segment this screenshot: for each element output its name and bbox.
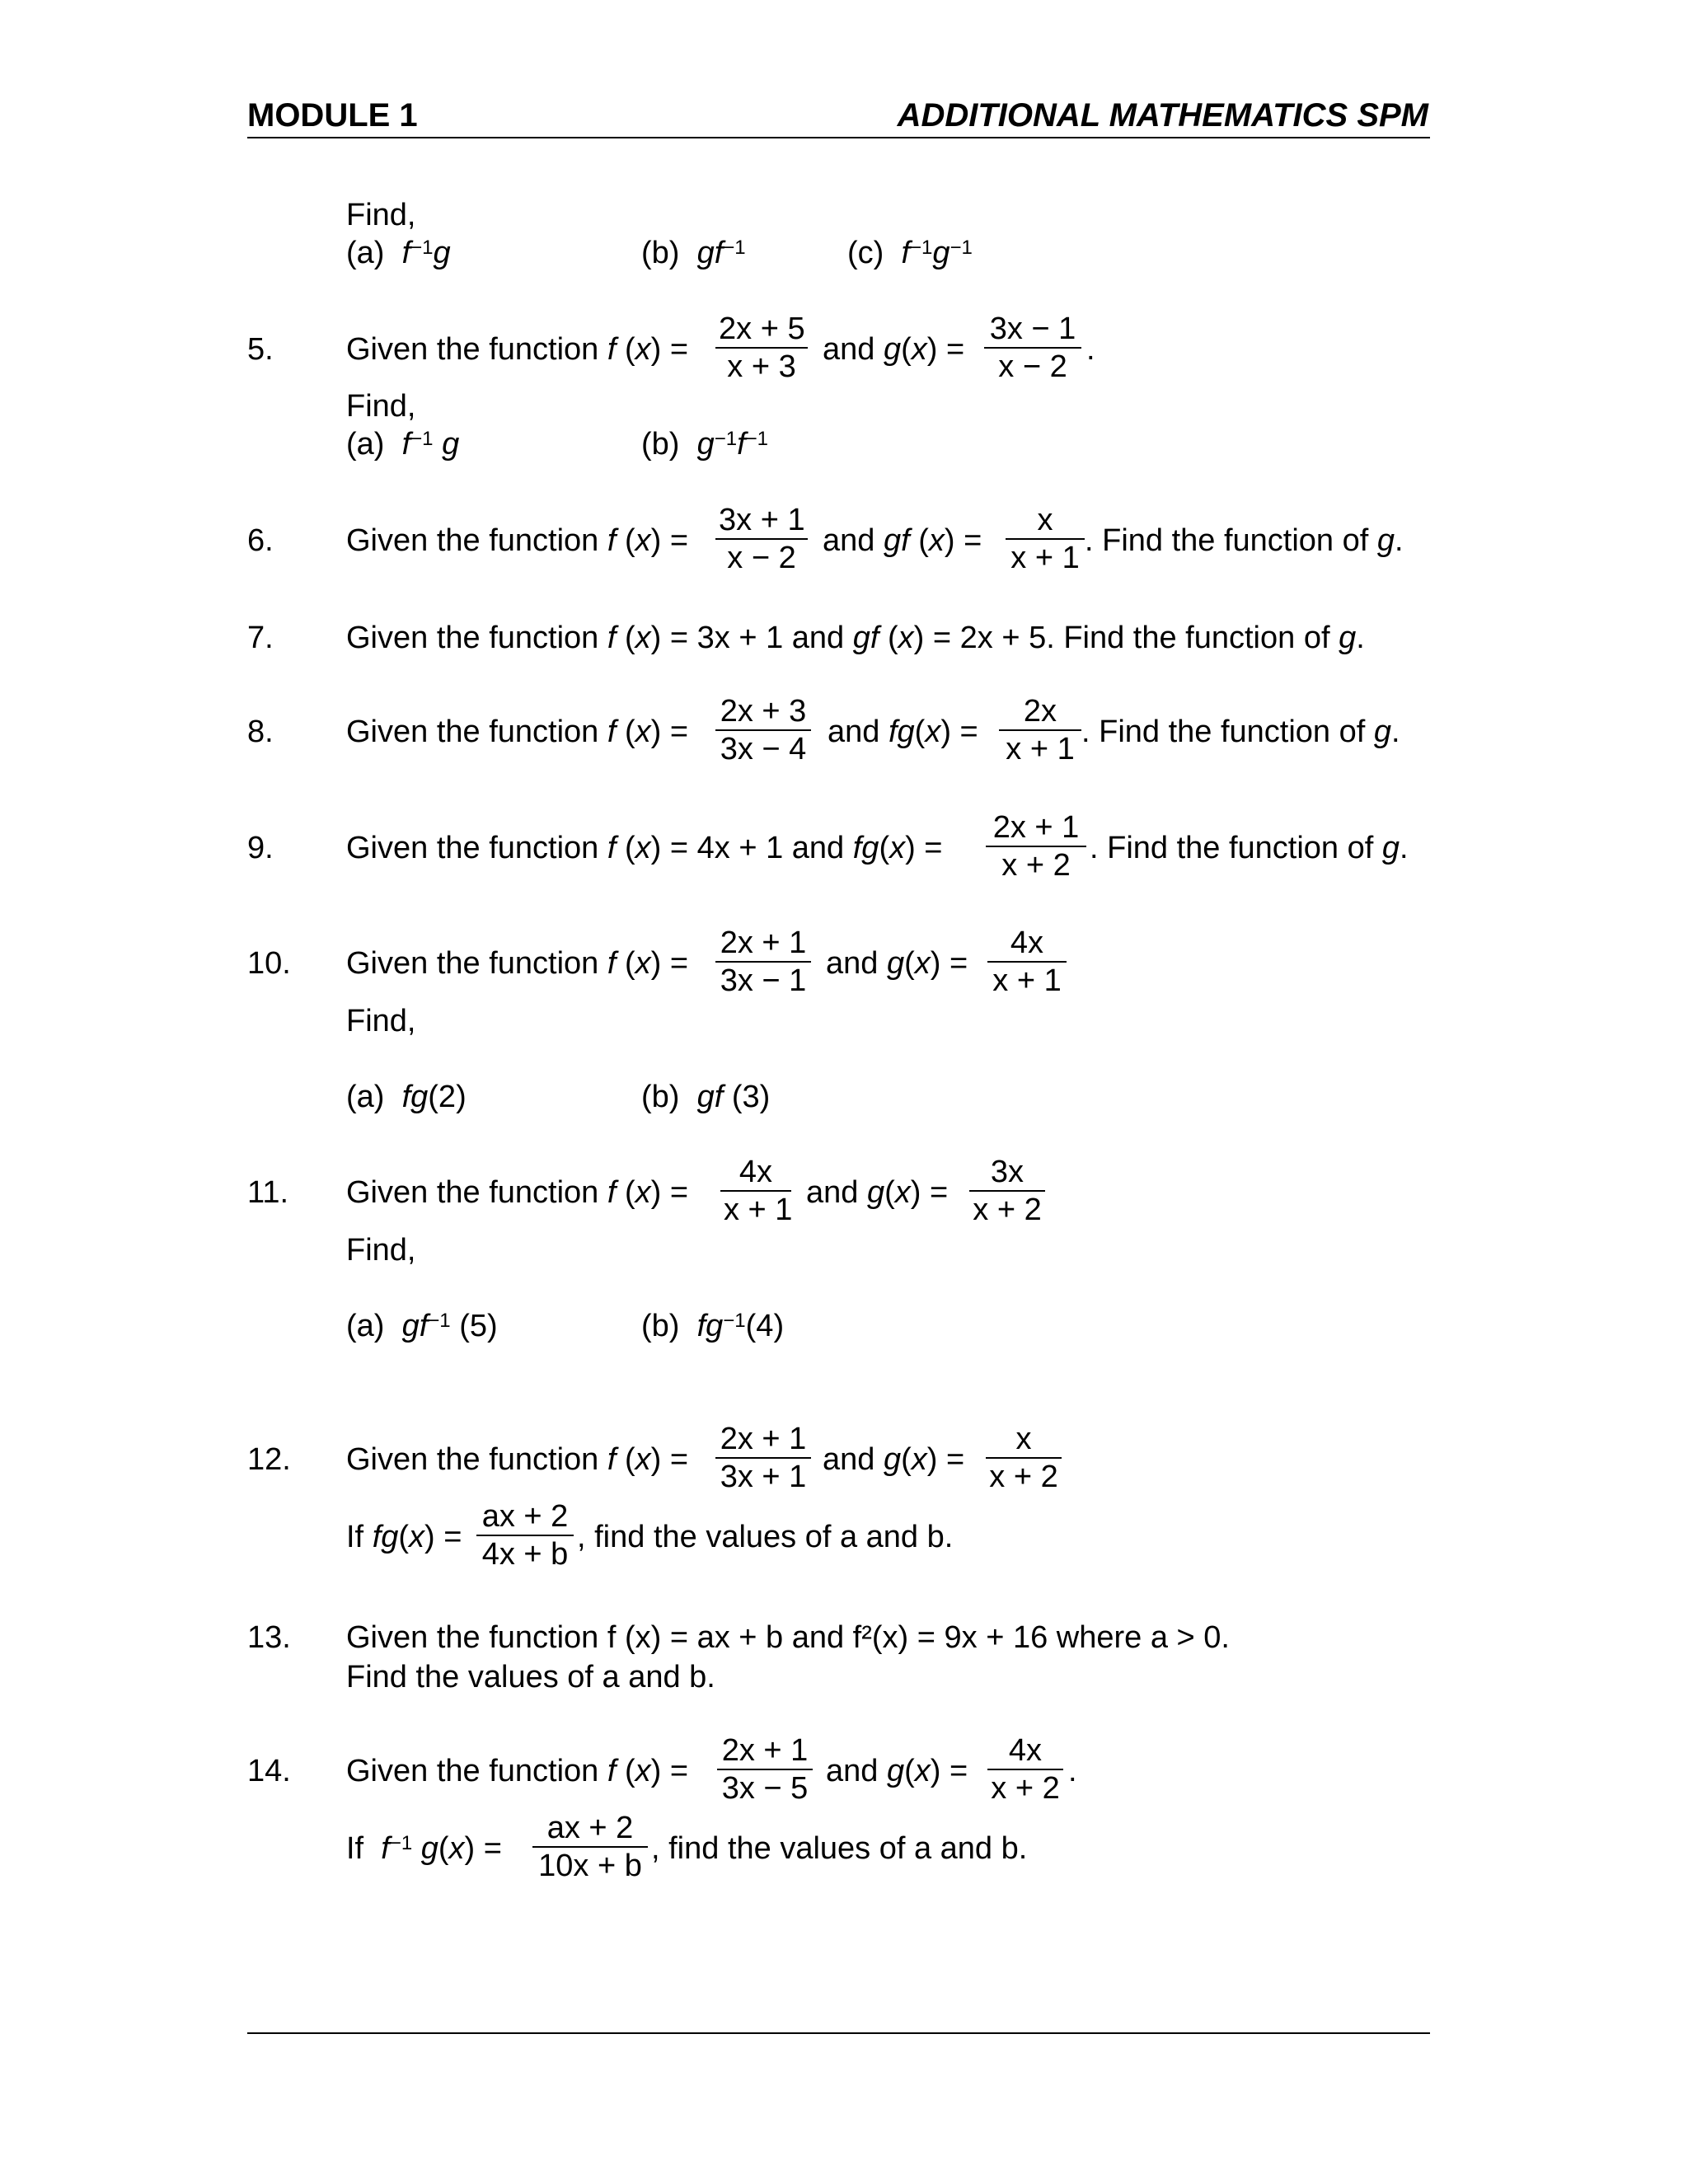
q5-find: Find, [346, 389, 416, 424]
q8-number: 8. [247, 715, 274, 749]
q8-fg-fraction: $\frac{2x}{x + 1}$ [999, 693, 1081, 767]
q10-lead: Given the function f (x) = [346, 946, 689, 981]
q6-number: 6. [247, 523, 274, 558]
q11-f-fraction: $\frac{4x}{x + 1}$ [720, 1154, 791, 1228]
q4-part-c: (c) $f^{-1}g^{-1}$ [847, 236, 973, 270]
q11-and: and g(x) = [806, 1175, 949, 1210]
q11-part-b: (b) $fg^{-1}(4)$ [641, 1309, 785, 1343]
q11-lead: Given the function f (x) = [346, 1175, 689, 1210]
q5-g-fraction: $\frac{3x - 1}{x - 2}$ [984, 311, 1081, 385]
q14-and: and g(x) = [826, 1754, 968, 1788]
q9-number: 9. [247, 831, 274, 865]
q14-fg-fraction: $\frac{ax + 2}{10x + b}$ [532, 1810, 648, 1884]
q6-and: and gf (x) = [823, 523, 982, 558]
footer-rule [247, 2032, 1430, 2034]
q14-period: . [1068, 1754, 1077, 1788]
q5-part-a: (a) $f^{-1}$ g [346, 427, 460, 462]
q8-and: and fg(x) = [828, 715, 978, 749]
q10-f-fraction: $\frac{2x + 1}{3x - 1}$ [715, 925, 811, 999]
q12-if: If fg(x) = [346, 1520, 462, 1554]
q11-g-fraction: $\frac{3x}{x + 2}$ [969, 1154, 1045, 1228]
q11-part-a: (a) $gf^{-1}$ (5) [346, 1309, 498, 1343]
q13-number: 13. [247, 1620, 291, 1655]
q12-and: and g(x) = [823, 1442, 965, 1477]
q10-part-a: (a) fg(2) [346, 1080, 467, 1114]
q6-tail: . Find the function of g. [1085, 523, 1404, 558]
q4-find: Find, [346, 198, 416, 232]
q8-f-fraction: $\frac{2x + 3}{3x - 4}$ [715, 693, 811, 767]
q5-and: and g(x) = [823, 332, 965, 367]
q8-lead: Given the function f (x) = [346, 715, 689, 749]
q11-number: 11. [247, 1175, 289, 1210]
q14-tail: , find the values of a and b. [651, 1831, 1028, 1866]
q14-g-fraction: $\frac{4x}{x + 2}$ [987, 1732, 1063, 1807]
q7-text: Given the function f (x) = 3x + 1 and gf (x) = 2x + 5. Find the function of g. [346, 621, 1365, 655]
q5-lead: Given the function f (x) = [346, 332, 689, 367]
q6-lead: Given the function f (x) = [346, 523, 689, 558]
q14-lead: Given the function f (x) = [346, 1754, 689, 1788]
q4-part-b: (b) $gf^{-1}$ [641, 236, 746, 270]
q4-part-a: (a) $f^{-1}g$ [346, 236, 451, 270]
q6-gf-fraction: $\frac{x}{x + 1}$ [1006, 502, 1085, 576]
q6-f-fraction: $\frac{3x + 1}{x - 2}$ [715, 502, 808, 576]
q10-and: and g(x) = [826, 946, 968, 981]
q12-f-fraction: $\frac{2x + 1}{3x + 1}$ [715, 1421, 811, 1495]
q5-number: 5. [247, 332, 274, 367]
q13-line2: Find the values of a and b. [346, 1660, 715, 1694]
q14-f-fraction: $\frac{2x + 1}{3x - 5}$ [717, 1732, 813, 1807]
q12-fg-fraction: $\frac{ax + 2}{4x + b}$ [476, 1498, 574, 1572]
q12-lead: Given the function f (x) = [346, 1442, 689, 1477]
q14-if: If $f^{-1}$ g(x) = [346, 1831, 502, 1866]
q11-find: Find, [346, 1233, 416, 1268]
q9-tail: . Find the function of g. [1090, 831, 1409, 865]
q10-part-b: (b) gf (3) [641, 1080, 771, 1114]
q10-number: 10. [247, 946, 291, 981]
q5-f-fraction: $\frac{2x + 5}{x + 3}$ [715, 311, 808, 385]
q5-period: . [1086, 332, 1095, 367]
q10-find: Find, [346, 1004, 416, 1038]
q9-lead: Given the function f (x) = 4x + 1 and fg(x) = [346, 831, 943, 865]
q5-part-b: (b) $g^{-1}f^{-1}$ [641, 427, 769, 462]
q10-g-fraction: $\frac{4x}{x + 1}$ [987, 925, 1067, 999]
q12-tail: , find the values of a and b. [577, 1520, 954, 1554]
header-rule [247, 137, 1430, 138]
q12-g-fraction: $\frac{x}{x + 2}$ [986, 1421, 1062, 1495]
subject-title: ADDITIONAL MATHEMATICS SPM [897, 97, 1428, 134]
q8-tail: . Find the function of g. [1081, 715, 1400, 749]
q12-number: 12. [247, 1442, 291, 1477]
q9-fg-fraction: $\frac{2x + 1}{x + 2}$ [986, 809, 1086, 883]
q7-number: 7. [247, 621, 274, 655]
module-label: MODULE 1 [247, 97, 418, 134]
q13-line1: Given the function f (x) = ax + b and f²(x) = 9x + 16 where a > 0. [346, 1620, 1230, 1655]
q14-number: 14. [247, 1754, 291, 1788]
